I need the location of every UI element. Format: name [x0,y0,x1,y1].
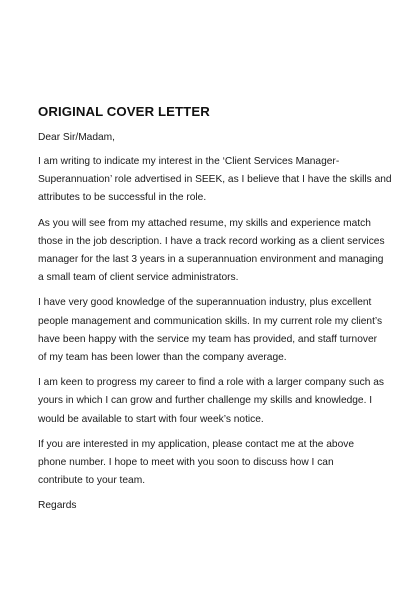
paragraph-line: have been happy with the service my team has provided, and staff turnover [38,333,378,345]
paragraph-line: Superannuation’ role advertised in SEEK, as I believe that I have the skills and [38,174,392,186]
salutation: Dear Sir/Madam, [38,132,115,143]
paragraph-career [38,374,400,429]
paragraph-line: As you will see from my attached resume, my skills and experience match [38,217,371,229]
paragraph-line: I am keen to progress my career to find a role with a larger company such as [38,377,384,389]
cover-letter [38,104,400,515]
paragraph-line: contribute to your team. [38,475,146,487]
letter-title: ORIGINAL COVER LETTER [38,104,210,119]
paragraph-line: manager for the last 3 years in a superannuation environment and managing [38,254,384,266]
paragraph-line: those in the job description. I have a track record working as a client services [38,235,385,247]
paragraph-knowledge [38,294,400,367]
paragraph-contact [38,436,400,491]
paragraph-line: phone number. I hope to meet with you soon to discuss how I can [38,457,334,469]
paragraph-interest [38,153,400,208]
closing: Regards [38,500,77,512]
paragraph-line: If you are interested in my application, please contact me at the above [38,438,354,450]
paragraph-line: yours in which I can grow and further challenge my skills and knowledge. I [38,395,373,407]
paragraph-experience [38,215,400,288]
paragraph-line: I am writing to indicate my interest in the ‘Client Services Manager- [38,156,340,167]
paragraph-line: I have very good knowledge of the superannuation industry, plus excellent [38,297,372,309]
paragraph-line: of my team has been lower than the company average. [38,352,287,364]
paragraph-line: would be available to start with four week’s notice. [38,413,264,425]
paragraph-line: attributes to be successful in the role. [38,192,207,204]
paragraph-line: a small team of client service administrators. [38,272,239,284]
paragraph-line: people management and communication skills. In my current role my client’s [38,315,383,327]
